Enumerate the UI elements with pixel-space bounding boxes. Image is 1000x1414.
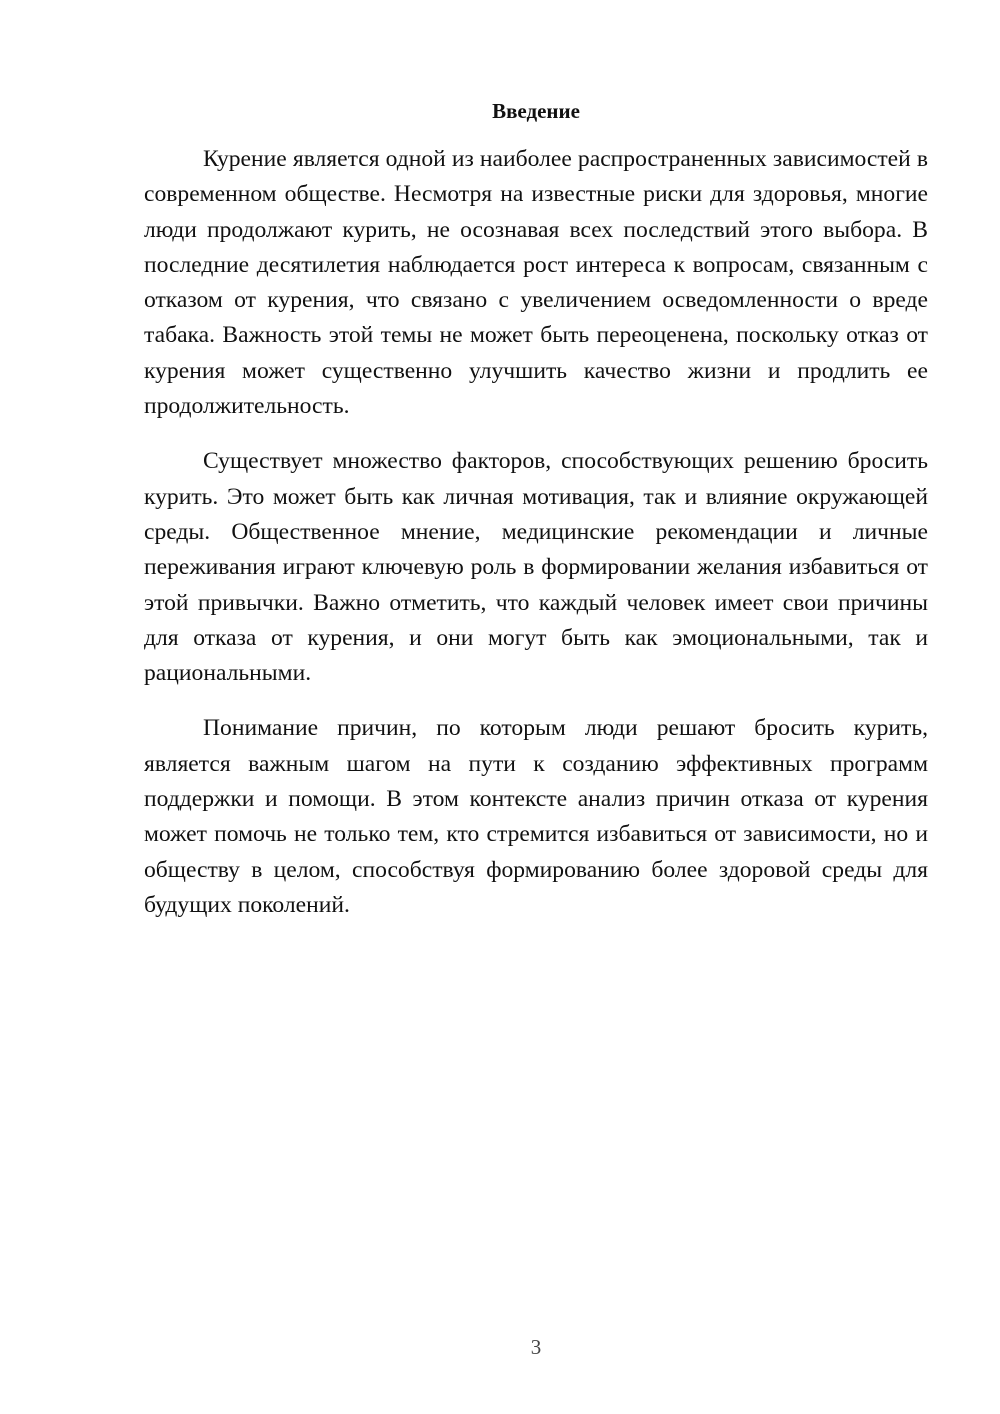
body-text <box>144 142 928 923</box>
paragraph-2: Существует множество факторов, способствующих решению бросить курить. Это может быть как личная мотивация, так и влияние окружающей среды. Общественное мнение, медицинские рекомендации и личные переживания играют ключевую роль в формировании желания избавиться от этой привычки. Важно отметить, что каждый человек имеет свои причины для отказа от курения, и они могут быть как эмоциональными, так и рациональными. <box>144 448 928 687</box>
paragraph-3: Понимание причин, по которым люди решают бросить курить, является важным шагом на пути к созданию эффективных программ поддержки и помощи. В этом контексте анализ причин отказа от курения может помочь не только тем, кто стремится избавиться от зависимости, но и обществу в целом, способствуя формированию более здоровой среды для будущих поколений. <box>144 715 928 918</box>
page-number: 3 <box>530 1335 542 1359</box>
section-heading: Введение <box>492 99 580 123</box>
paragraph-1: Курение является одной из наиболее распространенных зависимостей в современном обществе. Несмотря на известные риски для здоровья, многие люди продолжают курить, не осознавая всех последствий этого выбора. В последние десятилетия наблюдается рост интереса к вопросам, связанным с отказом от курения, что связано с увеличением осведомленности о вреде табака. Важность этой темы не может быть переоценена, поскольку отказ от курения может существенно улучшить качество жизни и продлить ее продолжительность. <box>144 146 928 420</box>
